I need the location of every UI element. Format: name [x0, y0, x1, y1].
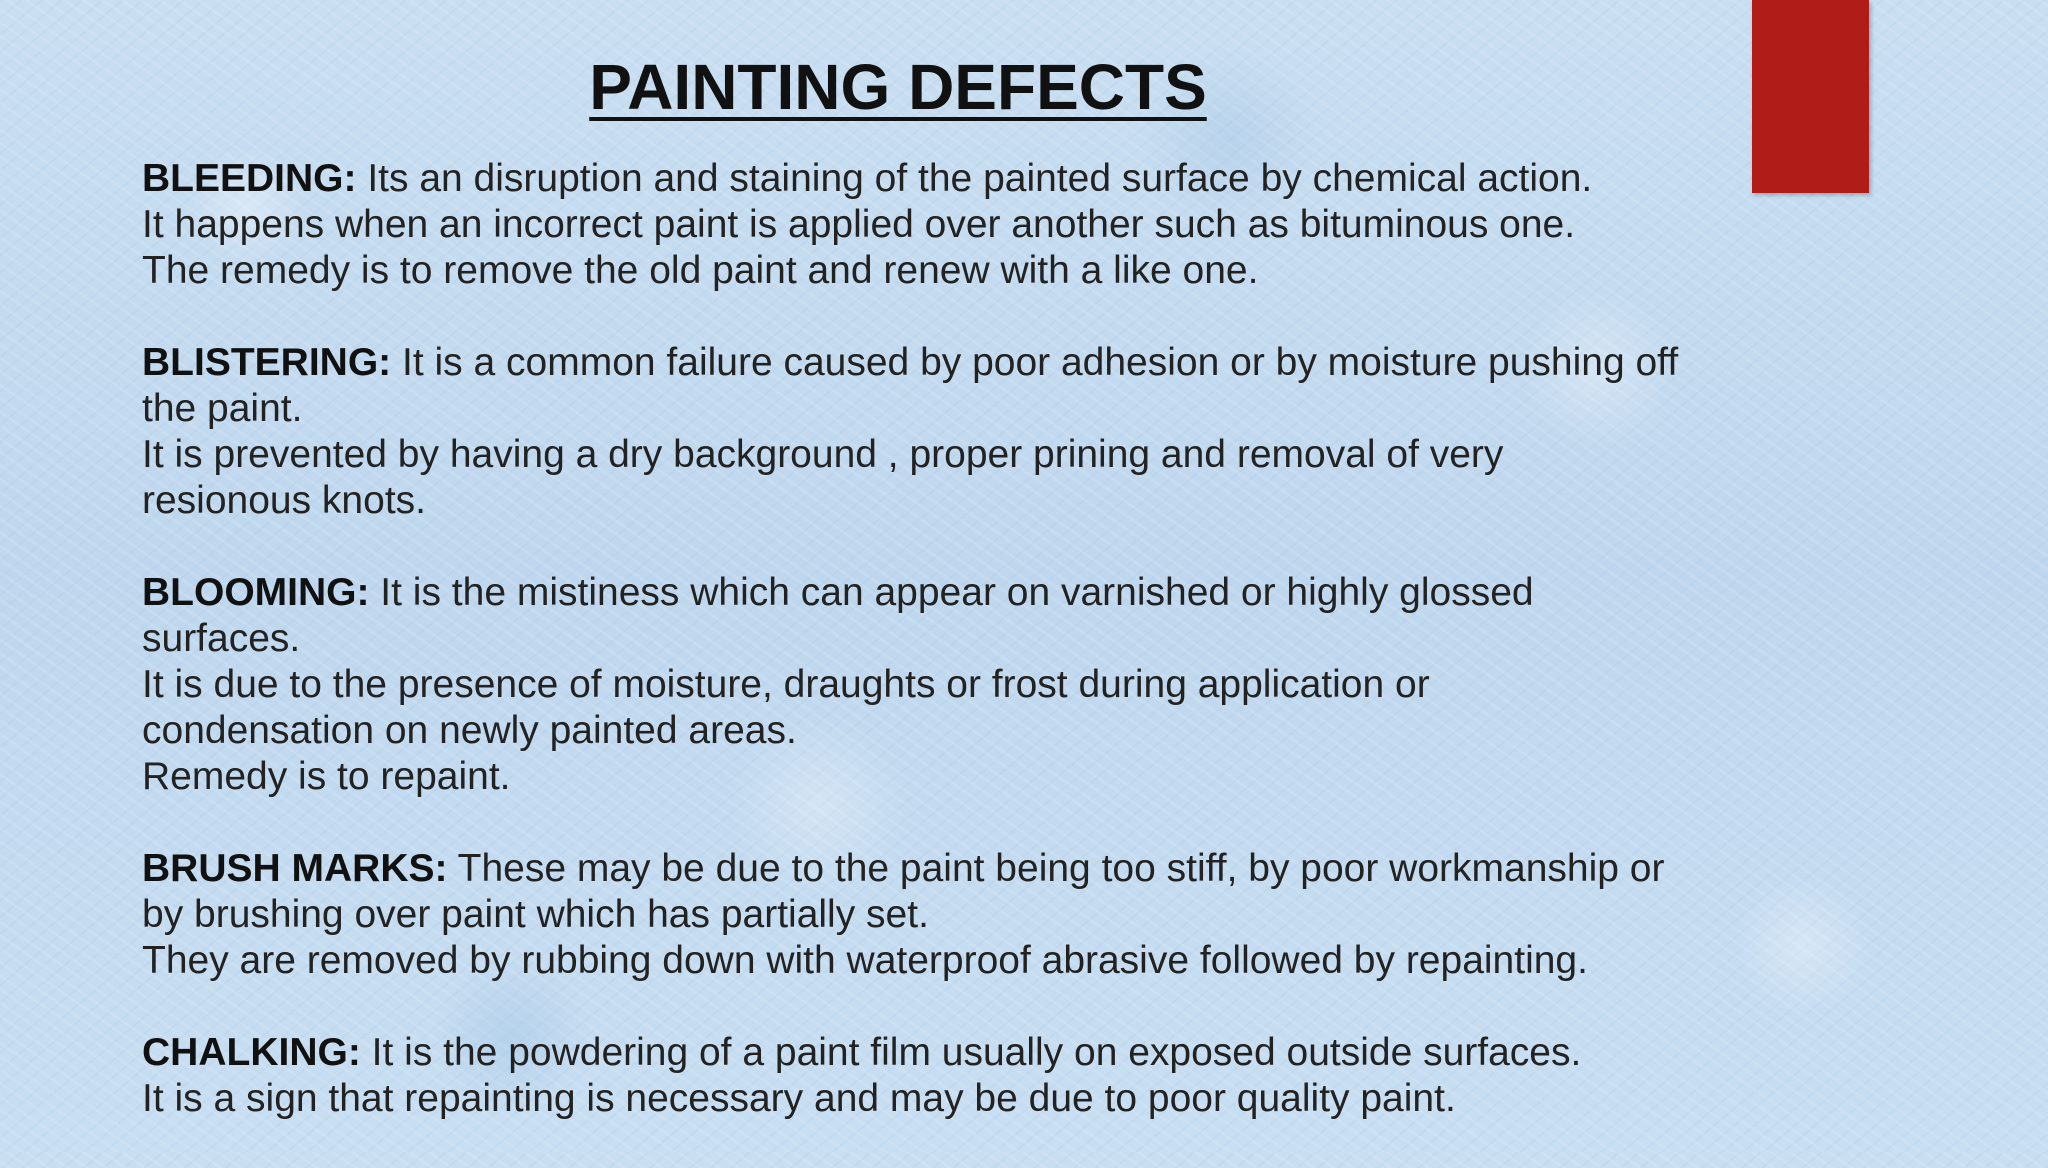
definition-text: Its an disruption and staining of the painted surface by chemical action. [356, 157, 1593, 200]
body-line: condensation on newly painted areas. [142, 709, 797, 752]
section-blistering [142, 340, 1752, 524]
body-line: It is prevented by having a dry background , proper prining and removal of very [142, 433, 1504, 476]
definition-text: It is the powdering of a paint film usually on exposed outside surfaces. [360, 1031, 1582, 1074]
section-brush-marks [142, 846, 1752, 984]
body-line: It happens when an incorrect paint is applied over another such as bituminous one. [142, 203, 1576, 246]
body-line: resionous knots. [142, 479, 426, 522]
section-first-line [142, 156, 1752, 202]
term-bleeding: BLEEDING: [142, 157, 357, 200]
body-line: by brushing over paint which has partially set. [142, 893, 929, 936]
section-first-line [142, 846, 1752, 892]
section-first-line [142, 570, 1752, 616]
body-line: It is a sign that repainting is necessary and may be due to poor quality paint. [142, 1077, 1456, 1120]
term-chalking: CHALKING: [142, 1031, 361, 1074]
body-line: It is due to the presence of moisture, draughts or frost during application or [142, 663, 1430, 706]
section-blooming [142, 570, 1752, 800]
definition-text: It is the mistiness which can appear on varnished or highly glossed [369, 571, 1534, 614]
term-brush-marks: BRUSH MARKS: [142, 847, 448, 890]
term-blooming: BLOOMING: [142, 571, 370, 614]
body-line: They are removed by rubbing down with waterproof abrasive followed by repainting. [142, 939, 1588, 982]
slide-body [142, 156, 1752, 1168]
section-first-line [142, 1030, 1752, 1076]
body-line: surfaces. [142, 617, 301, 660]
section-chalking [142, 1030, 1752, 1122]
body-line: The remedy is to remove the old paint and renew with a like one. [142, 249, 1259, 292]
section-bleeding [142, 156, 1752, 294]
definition-text: It is a common failure caused by poor adhesion or by moisture pushing off [391, 341, 1679, 384]
section-first-line [142, 340, 1752, 386]
slide-title: PAINTING DEFECTS [589, 51, 1207, 123]
body-line: the paint. [142, 387, 303, 430]
definition-text: These may be due to the paint being too stiff, by poor workmanship or [447, 847, 1665, 890]
body-line: Remedy is to repaint. [142, 755, 511, 798]
term-blistering: BLISTERING: [142, 341, 392, 384]
